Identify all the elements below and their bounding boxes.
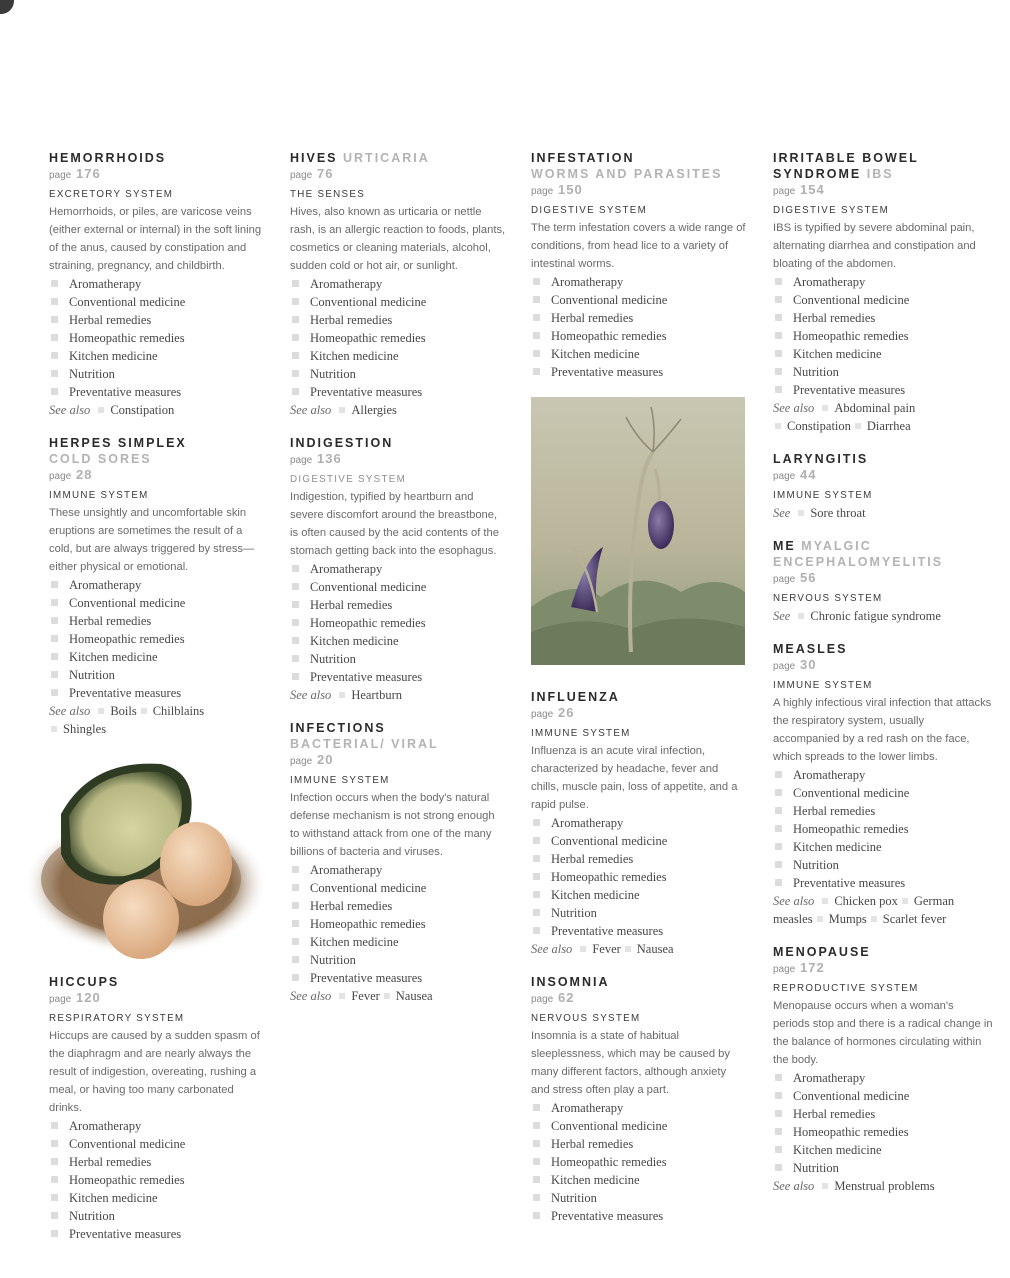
see-also: See also Fever Nausea [290,989,433,1003]
remedy-icon [775,1146,782,1153]
remedy-item: Conventional medicine [531,291,747,309]
see-also: See also Constipation [49,403,175,417]
remedy-item: Herbal remedies [49,1153,265,1171]
remedy-item: Preventative measures [773,381,993,399]
remedy-item: Conventional medicine [290,293,506,311]
entry-description: Hives, also known as urticaria or nettle rash, is an allergic reaction to foods, plants, cosmetics or cleaning materials, alcohol, sudden cold or hot air, or sunlight. [290,206,506,272]
remedy-item: Homeopathic remedies [773,820,993,838]
remedy-icon [775,825,782,832]
remedy-item: Kitchen medicine [49,648,265,666]
remedy-icon [292,974,299,981]
entry-title: INFESTATION [531,151,635,165]
remedy-item: Kitchen medicine [531,886,747,904]
see-also-link[interactable]: Shingles [63,722,107,736]
remedy-icon [533,332,540,339]
remedy-item: Kitchen medicine [773,838,993,856]
remedy-item: Conventional medicine [49,293,265,311]
remedy-item: Kitchen medicine [531,1171,747,1189]
remedy-item: Kitchen medicine [531,345,747,363]
remedy-icon [292,866,299,873]
see-also: See also Chicken pox German measles Mumps Scarlet fever [773,894,955,926]
remedy-item: Conventional medicine [773,784,993,802]
remedy-icon [51,1194,58,1201]
body-system: IMMUNE SYSTEM [290,775,390,786]
body-system: DIGESTIVE SYSTEM [290,474,407,485]
remedy-item: Preventative measures [290,383,506,401]
remedy-item: Kitchen medicine [49,1189,265,1207]
column-3 [531,150,747,1241]
remedy-item: Nutrition [531,904,747,922]
remedy-icon [292,655,299,662]
see-also-link[interactable]: Abdominal pain [834,401,916,415]
see-also-link[interactable]: Nausea [636,942,674,956]
remedy-item: Kitchen medicine [290,632,506,650]
see-also-link[interactable]: Mumps [828,912,867,926]
entry-infestation [531,150,747,381]
see-also-link[interactable]: Nausea [395,989,433,1003]
see-also-link[interactable]: Constipation [110,403,175,417]
remedy-icon [775,278,782,285]
remedy-icon [51,280,58,287]
remedy-icon [533,927,540,934]
entry-title-alt: URTICARIA [343,151,430,165]
remedy-icon [51,1122,58,1129]
remedy-icon [51,1230,58,1237]
remedy-icon [292,619,299,626]
page-ref: page 26 [531,705,575,720]
remedy-icon [775,296,782,303]
remedy-icon [51,581,58,588]
remedy-icon [51,388,58,395]
entry-hives [290,150,506,419]
entry-infections [290,720,506,1005]
page-number: 172 [800,960,825,975]
remedy-icon [775,386,782,393]
page-ref: page 76 [290,166,334,181]
remedy-item: Homeopathic remedies [531,868,747,886]
entry-insomnia [531,974,747,1225]
remedy-icon [533,873,540,880]
see-also-link[interactable]: Fever [351,989,380,1003]
remedy-icon [533,1194,540,1201]
remedy-icon [51,653,58,660]
body-system: IMMUNE SYSTEM [531,728,631,739]
entry-laryngitis [773,451,993,522]
remedy-icon [292,902,299,909]
remedy-item: Herbal remedies [49,311,265,329]
page-number: 20 [317,752,334,767]
remedy-icon [51,599,58,606]
remedy-item: Kitchen medicine [773,345,993,363]
remedy-item: Preventative measures [290,969,506,987]
remedy-icon [51,635,58,642]
remedy-item: Nutrition [49,365,265,383]
remedy-icon [775,807,782,814]
page-number: 136 [317,451,342,466]
remedy-item: Preventative measures [531,922,747,940]
remedy-icon [51,352,58,359]
entry-subtitle: BACTERIAL/ VIRAL [290,737,439,751]
page-ref: page 28 [49,467,93,482]
page-number: 30 [800,657,817,672]
entry-hiccups [49,974,265,1243]
page-number: 56 [800,570,817,585]
entry-description: Hiccups are caused by a sudden spasm of the diaphragm and are nearly always the result of indigestion, overeating, rushing a meal, or having too many carbonated drinks. [49,1030,260,1114]
remedy-item: Aromatherapy [49,275,265,293]
remedy-icon [533,1122,540,1129]
remedy-item: Homeopathic remedies [773,327,993,345]
remedy-icon [292,316,299,323]
remedy-item: Conventional medicine [531,1117,747,1135]
entry-influenza [531,689,747,958]
body-system: NERVOUS SYSTEM [531,1013,641,1024]
see-also: See also Allergies [290,403,397,417]
page-number: 120 [76,990,101,1005]
see-also: See also Menstrual problems [773,1179,935,1193]
page-ref: page 56 [773,570,817,585]
column-4 [773,150,993,1211]
entry-title: HICCUPS [49,975,120,989]
page-ref: page 176 [49,166,101,181]
remedy-icon [775,771,782,778]
see-also-link[interactable]: Menstrual problems [834,1179,935,1193]
remedy-item: Herbal remedies [290,897,506,915]
entry-description: Influenza is an acute viral infection, characterized by headache, fever and chills, muscle pain, loss of appetite, and a rapid pulse. [531,745,738,811]
entry-title: MENOPAUSE [773,945,871,959]
see-reference: See Chronic fatigue syndrome [773,609,941,623]
entry-hemorrhoids [49,150,265,419]
remedy-item: Preventative measures [531,363,747,381]
remedy-icon [775,861,782,868]
remedy-icon [533,891,540,898]
page-ref: page 44 [773,467,817,482]
see-also-link[interactable]: Chicken pox [834,894,898,908]
remedy-icon [292,583,299,590]
remedy-icon [533,1212,540,1219]
remedy-item: Conventional medicine [290,578,506,596]
see-also-link[interactable]: Fever [592,942,621,956]
remedy-item: Homeopathic remedies [531,327,747,345]
remedy-icon [51,1140,58,1147]
page-ref: page 20 [290,752,334,767]
page-number: 26 [558,705,575,720]
entry-irritable-bowel-syndrome [773,150,993,435]
remedy-item: Aromatherapy [49,576,265,594]
see-also-link[interactable]: German measles [773,894,955,926]
remedy-item: Preventative measures [49,383,265,401]
entry-menopause [773,944,993,1195]
remedy-icon [533,855,540,862]
remedy-icon [51,1176,58,1183]
page-number: 76 [317,166,334,181]
remedy-icon [775,1074,782,1081]
remedy-icon [775,368,782,375]
remedy-item: Aromatherapy [531,273,747,291]
see-also-link[interactable]: Allergies [351,403,397,417]
entry-subtitle: WORMS AND PARASITES [531,167,723,181]
remedy-icon [533,819,540,826]
remedy-item: Aromatherapy [773,273,993,291]
entry-description: Hemorrhoids, or piles, are varicose veins (either external or internal) in the soft lining of the anus, caused by constipation and straining, pregnancy, and childbirth. [49,206,262,272]
remedy-icon [51,1212,58,1219]
remedy-item: Aromatherapy [773,1069,993,1087]
remedy-icon [292,956,299,963]
entry-description: IBS is typified by severe abdominal pain, alternating diarrhea and constipation and bloating of the abdomen. [773,222,976,270]
remedy-item: Kitchen medicine [49,347,265,365]
entry-title: INSOMNIA [531,975,610,989]
remedy-icon [51,370,58,377]
remedy-item: Aromatherapy [290,275,506,293]
remedy-item: Nutrition [773,363,993,381]
remedy-item: Herbal remedies [49,612,265,630]
entry-description: A highly infectious viral infection that attacks the respiratory system, usually accompanied by a red rash on the face, which spreads to the lower limbs. [773,697,992,763]
remedy-item: Aromatherapy [49,1117,265,1135]
see-also-link[interactable]: Constipation [787,419,851,433]
entry-description: Insomnia is a state of habitual sleeplessness, which may be caused by many different factors, although anxiety and stress often play a part. [531,1030,730,1096]
see-also-link[interactable]: Boils [110,704,137,718]
remedy-icon [533,350,540,357]
remedy-icon [775,1110,782,1117]
remedy-item: Homeopathic remedies [290,915,506,933]
remedy-item: Aromatherapy [290,861,506,879]
entry-indigestion [290,435,506,704]
remedy-item: Conventional medicine [290,879,506,897]
entry-title: INFECTIONS [290,721,386,735]
page-ref: page 120 [49,990,101,1005]
remedy-icon [51,1158,58,1165]
remedy-item: Conventional medicine [531,832,747,850]
remedy-icon [533,1158,540,1165]
remedy-icon [292,334,299,341]
remedy-icon [533,1140,540,1147]
remedy-item: Conventional medicine [773,1087,993,1105]
remedy-icon [51,671,58,678]
remedy-icon [775,1092,782,1099]
remedy-item: Herbal remedies [773,802,993,820]
see-also: See also Heartburn [290,688,402,702]
page-ref: page 62 [531,990,575,1005]
remedy-item: Herbal remedies [290,596,506,614]
entry-title: HEMORRHOIDS [49,151,167,165]
remedy-item: Aromatherapy [531,1099,747,1117]
body-system: DIGESTIVE SYSTEM [531,205,648,216]
remedy-icon [292,884,299,891]
remedy-icon [533,296,540,303]
body-system: IMMUNE SYSTEM [773,490,873,501]
column-2 [290,150,506,1021]
see-also: See also Fever Nausea [531,942,674,956]
remedy-item: Herbal remedies [773,1105,993,1123]
remedy-item: Nutrition [773,856,993,874]
remedy-item: Nutrition [290,951,506,969]
see-also: See also Abdominal pain Constipation Diarrhea [773,401,916,433]
entry-description: Indigestion, typified by heartburn and severe discomfort around the breastbone, is often caused by the acid contents of the stomach getting back into the esophagus. [290,491,499,557]
remedy-item: Conventional medicine [773,291,993,309]
remedy-item: Kitchen medicine [773,1141,993,1159]
remedy-icon [775,314,782,321]
remedy-icon [292,565,299,572]
remedy-item: Homeopathic remedies [290,614,506,632]
remedy-icon [292,673,299,680]
remedy-item: Kitchen medicine [290,347,506,365]
body-system: DIGESTIVE SYSTEM [773,205,890,216]
see-also-link[interactable]: Heartburn [351,688,402,702]
body-system: THE SENSES [290,189,366,200]
remedy-item: Nutrition [531,1189,747,1207]
entry-description: Menopause occurs when a woman's periods stop and there is a radical change in the balance of hormones circulating within the body. [773,1000,993,1066]
remedy-icon [292,938,299,945]
remedy-item: Homeopathic remedies [49,630,265,648]
entry-description: Infection occurs when the body's natural defense mechanism is not strong enough to withstand attack from one of the many billions of bacteria and viruses. [290,792,495,858]
entry-title: HERPES SIMPLEX [49,436,187,450]
remedy-item: Aromatherapy [773,766,993,784]
avocado-eggs-image [21,754,271,968]
remedy-icon [292,920,299,927]
see-also: See also Boils Chilblains Shingles [49,704,205,736]
remedy-icon [292,637,299,644]
entry-herpes-simplex [49,435,265,738]
remedy-item: Aromatherapy [531,814,747,832]
page-number: 154 [800,182,825,197]
see-also-link[interactable]: Scarlet fever [882,912,947,926]
remedy-item: Homeopathic remedies [531,1153,747,1171]
remedy-icon [775,879,782,886]
page-number: 62 [558,990,575,1005]
entry-title: LARYNGITIS [773,452,869,466]
remedy-icon [533,837,540,844]
remedy-icon [533,1176,540,1183]
remedy-icon [51,334,58,341]
page-ref: page 136 [290,451,342,466]
remedy-item: Conventional medicine [49,594,265,612]
page-number: 176 [76,166,101,181]
remedy-item: Nutrition [773,1159,993,1177]
page-ref: page 154 [773,182,825,197]
body-system: REPRODUCTIVE SYSTEM [773,983,919,994]
entry-measles [773,641,993,928]
remedy-item: Nutrition [49,1207,265,1225]
remedy-icon [533,909,540,916]
remedy-icon [775,1164,782,1171]
column-1 [49,150,265,1259]
remedy-icon [292,280,299,287]
remedy-item: Kitchen medicine [290,933,506,951]
entry-title: INFLUENZA [531,690,620,704]
entry-title: HIVES URTICARIA [290,151,430,165]
entry-description: The term infestation covers a wide range of conditions, from head lice to a variety of intestinal worms. [531,222,746,270]
see-also-link[interactable]: Chilblains [152,704,205,718]
body-system: IMMUNE SYSTEM [49,490,149,501]
entry-me [773,538,993,625]
remedy-icon [51,316,58,323]
remedy-icon [292,298,299,305]
entry-description: These unsightly and uncomfortable skin eruptions are sometimes the result of a cold, but are always triggered by stress—either physical or emotional. [49,507,255,573]
remedy-item: Preventative measures [290,668,506,686]
remedy-icon [775,332,782,339]
remedy-icon [533,368,540,375]
entry-title: INDIGESTION [290,436,394,450]
remedy-item: Nutrition [290,650,506,668]
page-ref: page 150 [531,182,583,197]
see-also-link[interactable]: Diarrhea [866,419,911,433]
body-system: NERVOUS SYSTEM [773,593,883,604]
entry-subtitle: COLD SORES [49,452,152,466]
remedy-item: Homeopathic remedies [290,329,506,347]
remedy-item: Conventional medicine [49,1135,265,1153]
page-number: 44 [800,467,817,482]
remedy-item: Homeopathic remedies [49,329,265,347]
remedy-item: Preventative measures [49,1225,265,1243]
entry-title: IRRITABLE BOWEL SYNDROME IBS [773,151,919,181]
page-ref: page 30 [773,657,817,672]
entry-title-alt: MYALGIC ENCEPHALOMYELITIS [773,539,944,569]
remedy-item: Preventative measures [531,1207,747,1225]
remedy-icon [292,352,299,359]
corner-mark [0,0,14,14]
remedy-icon [775,350,782,357]
remedy-icon [533,278,540,285]
remedy-item: Aromatherapy [290,560,506,578]
remedy-icon [775,843,782,850]
remedy-item: Herbal remedies [773,309,993,327]
remedy-item: Herbal remedies [531,309,747,327]
body-system: EXCRETORY SYSTEM [49,189,174,200]
body-system: IMMUNE SYSTEM [773,680,873,691]
remedy-item: Herbal remedies [531,850,747,868]
remedy-icon [775,789,782,796]
entry-title-alt: IBS [866,167,894,181]
see-link[interactable]: Sore throat [810,506,866,520]
page-number: 28 [76,467,93,482]
pasque-flower-image [531,397,745,665]
entry-title: MEASLES [773,642,848,656]
remedy-item: Nutrition [290,365,506,383]
remedy-icon [51,298,58,305]
body-system: RESPIRATORY SYSTEM [49,1013,185,1024]
remedy-item: Preventative measures [773,874,993,892]
remedy-icon [775,1128,782,1135]
remedy-icon [51,617,58,624]
see-link[interactable]: Chronic fatigue syndrome [810,609,941,623]
remedy-item: Preventative measures [49,684,265,702]
entry-title: ME MYALGIC ENCEPHALOMYELITIS [773,539,944,569]
remedy-item: Homeopathic remedies [49,1171,265,1189]
remedy-icon [292,601,299,608]
page-number: 150 [558,182,583,197]
remedy-item: Herbal remedies [290,311,506,329]
remedy-icon [292,370,299,377]
remedy-icon [533,314,540,321]
remedy-icon [533,1104,540,1111]
remedy-icon [292,388,299,395]
remedy-item: Herbal remedies [531,1135,747,1153]
see-reference: See Sore throat [773,506,866,520]
remedy-item: Nutrition [49,666,265,684]
remedy-icon [51,689,58,696]
remedy-item: Homeopathic remedies [773,1123,993,1141]
page-ref: page 172 [773,960,825,975]
